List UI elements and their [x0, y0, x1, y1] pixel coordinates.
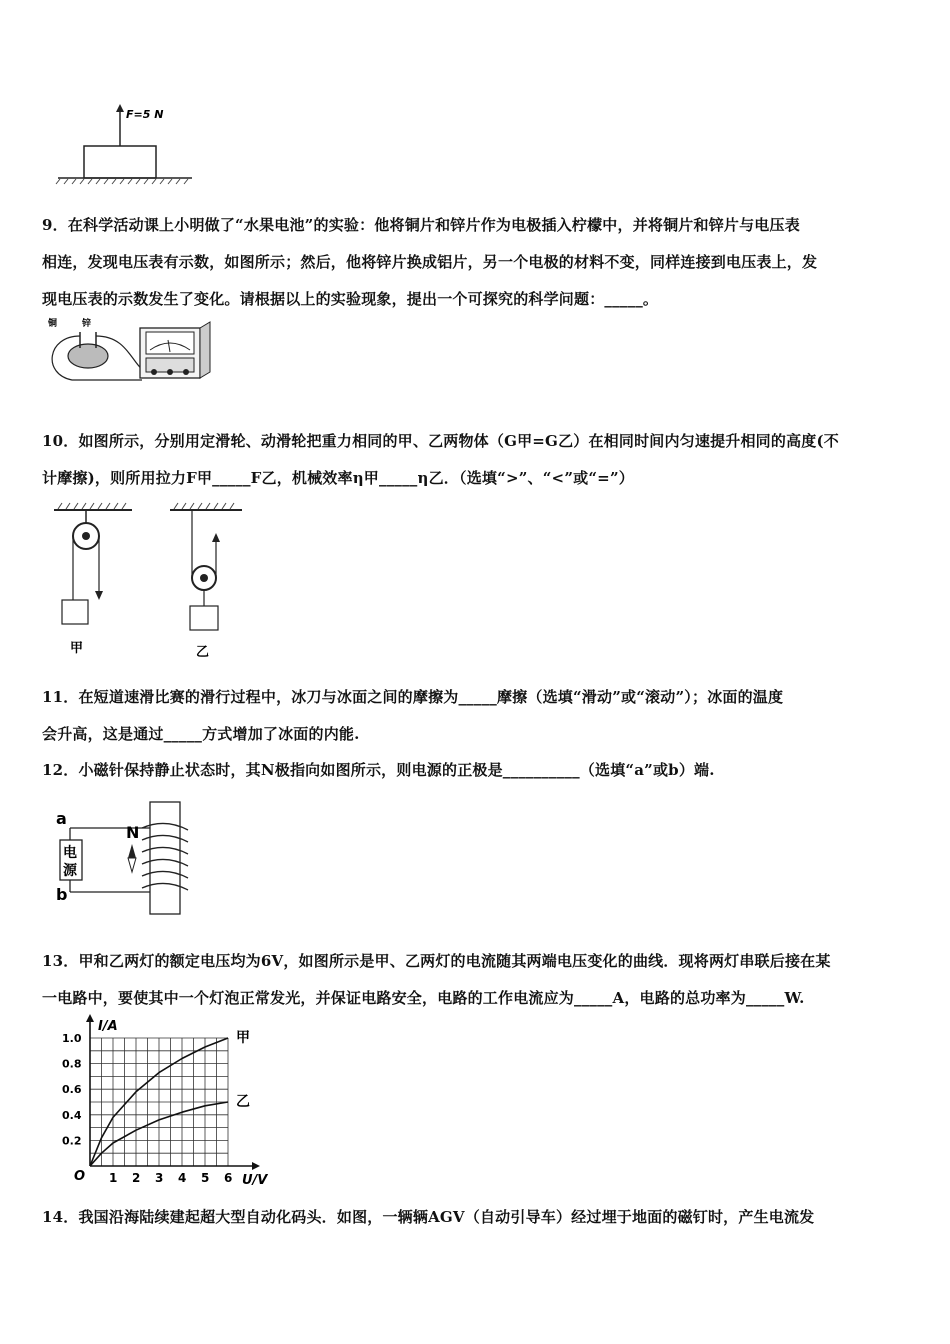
q9-line-1: 9．在科学活动课上小明做了“水果电池”的实验：他将铜片和锌片作为电极插入柠檬中，并将铜片和锌片与电压表: [42, 216, 800, 234]
source-label-2: 源: [63, 863, 77, 879]
q13-line-1: 13．甲和乙两灯的额定电压均为6V，如图所示是甲、乙两灯的电流随其两端电压变化的曲线．现将两灯串联后接在某: [42, 952, 831, 970]
x-tick-label: 3: [155, 1171, 164, 1185]
q9-line-3: 现电压表的示数发生了变化。请根据以上的实验现象，提出一个可探究的科学问题：_____。: [42, 290, 659, 308]
x-axis-label: U/V: [242, 1173, 268, 1188]
x-tick-label: 4: [178, 1171, 187, 1185]
q10-line-1: 10．如图所示，分别用定滑轮、动滑轮把重力相同的甲、乙两物体（G甲=G乙）在相同时间内匀速提升相同的高度(不: [42, 432, 839, 450]
electromagnet-figure: [42, 800, 192, 918]
copper-label: 铜: [48, 319, 58, 329]
x-tick-label: 5: [201, 1171, 210, 1185]
y-tick-label: 0.2: [62, 1134, 82, 1148]
q11-line-2: 会升高，这是通过_____方式增加了冰面的内能.: [42, 725, 360, 743]
x-tick-label: 6: [224, 1171, 233, 1185]
y-tick-label: 0.6: [62, 1083, 82, 1097]
q10-line-2: 计摩擦)，则所用拉力F甲_____F乙，机械效率η甲_____η乙．（选填“>”、“<”或“=”）: [42, 469, 634, 487]
q9-line-2: 相连，发现电压表有示数，如图所示；然后，他将锌片换成铝片，另一个电极的材料不变，同样连接到电压表上，发: [42, 253, 818, 271]
block-force-figure: [42, 100, 202, 188]
pulley-figure: [42, 500, 252, 665]
y-tick-label: 0.8: [62, 1057, 82, 1071]
q11-line-1: 11．在短道速滑比赛的滑行过程中，冰刀与冰面之间的摩擦为_____摩擦（选填“滑动”或“滚动”）；冰面的温度: [42, 688, 784, 706]
zinc-label: 锌: [82, 319, 92, 329]
q12-line-1: 12．小磁针保持静止状态时，其N极指向如图所示，则电源的正极是__________（选填“a”或b）端.: [42, 761, 715, 779]
series-label: 乙: [236, 1094, 250, 1110]
x-axis-arrow: [252, 1162, 260, 1170]
north-pole-label: N: [126, 823, 140, 842]
q14-line-1: 14．我国沿海陆续建起超大型自动化码头．如图，一辆辆AGV（自动引导车）经过埋于地面的磁钉时，产生电流发: [42, 1208, 815, 1226]
x-tick-label: 2: [132, 1171, 141, 1185]
x-tick-label: 1: [109, 1171, 118, 1185]
y-axis-label: I/A: [98, 1019, 118, 1034]
fruit-battery-figure: [42, 314, 222, 388]
series-label: 甲: [236, 1030, 250, 1046]
pulley-jia-label: 甲: [70, 641, 84, 656]
q13-line-2: 一电路中，要使其中一个灯泡正常发光，并保证电路安全，电路的工作电流应为_____A，电路的总功率为_____W.: [42, 989, 805, 1007]
pulley-yi-label: 乙: [196, 645, 210, 660]
iu-chart: [42, 1012, 272, 1192]
terminal-a: a: [56, 809, 67, 828]
source-label-1: 电: [63, 845, 77, 861]
origin-label: O: [74, 1169, 86, 1184]
y-tick-label: 0.4: [62, 1108, 82, 1122]
y-axis-arrow: [86, 1014, 94, 1022]
terminal-b: b: [56, 885, 68, 904]
y-tick-label: 1.0: [62, 1032, 82, 1045]
force-label: F=5 N: [126, 108, 164, 121]
